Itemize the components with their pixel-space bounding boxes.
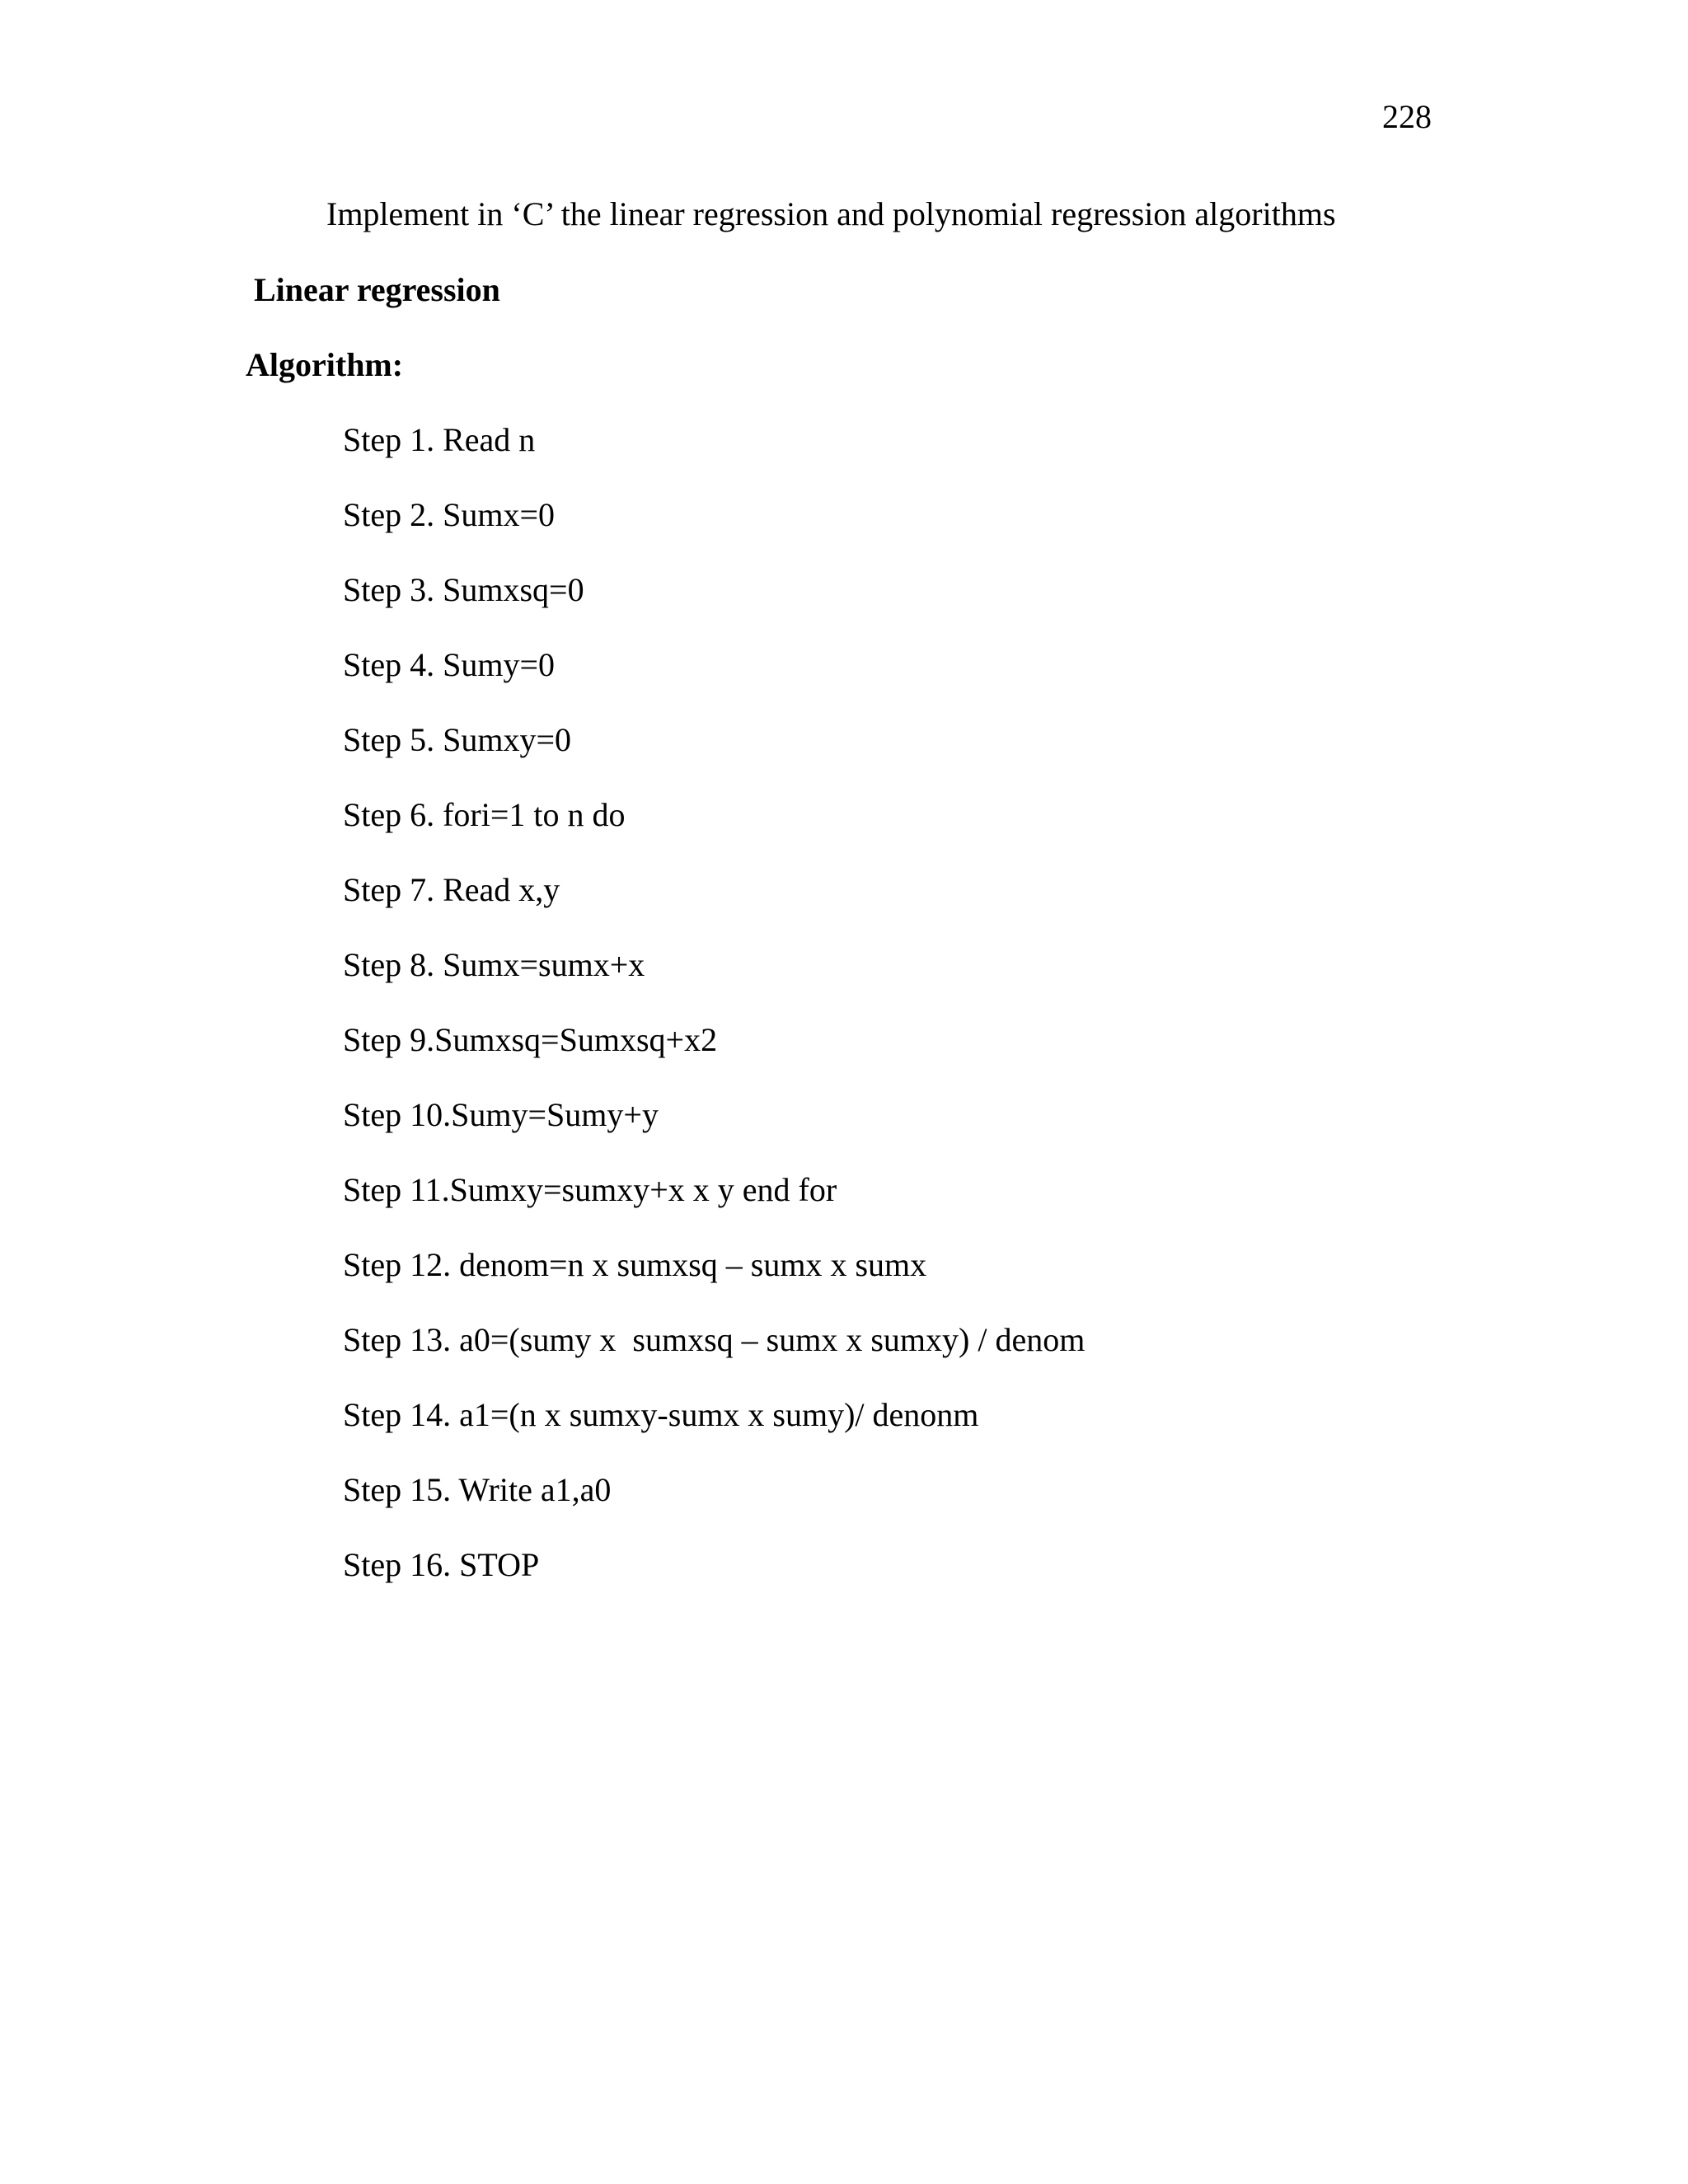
algorithm-steps-list	[343, 420, 1085, 1620]
algorithm-heading: Algorithm:	[246, 346, 404, 383]
algorithm-step: Step 12. denom=n x sumxsq – sumx x sumx	[343, 1246, 927, 1283]
algorithm-step: Step 14. a1=(n x sumxy-sumx x sumy)/ denonm	[343, 1396, 979, 1433]
algorithm-step: Step 9.Sumxsq=Sumxsq+x2	[343, 1021, 718, 1058]
algorithm-step: Step 4. Sumy=0	[343, 646, 556, 683]
algorithm-step: Step 7. Read x,y	[343, 871, 560, 908]
algorithm-step: Step 11.Sumxy=sumxy+x x y end for	[343, 1171, 837, 1208]
algorithm-step: Step 16. STOP	[343, 1546, 540, 1583]
algorithm-step: Step 1. Read n	[343, 421, 536, 458]
algorithm-step: Step 15. Write a1,a0	[343, 1471, 612, 1508]
algorithm-step: Step 10.Sumy=Sumy+y	[343, 1096, 659, 1133]
algorithm-step: Step 5. Sumxy=0	[343, 721, 572, 758]
page-number: 228	[1382, 98, 1432, 135]
task-statement: Implement in ‘C’ the linear regression and polynomial regression algorithms	[326, 195, 1336, 232]
algorithm-step: Step 13. a0=(sumy x sumxsq – sumx x sumxy) / denom	[343, 1321, 1085, 1358]
algorithm-step: Step 2. Sumx=0	[343, 496, 556, 533]
algorithm-step: Step 3. Sumxsq=0	[343, 571, 584, 608]
algorithm-step: Step 8. Sumx=sumx+x	[343, 946, 645, 983]
section-heading: Linear regression	[254, 271, 500, 308]
algorithm-step: Step 6. fori=1 to n do	[343, 796, 626, 833]
